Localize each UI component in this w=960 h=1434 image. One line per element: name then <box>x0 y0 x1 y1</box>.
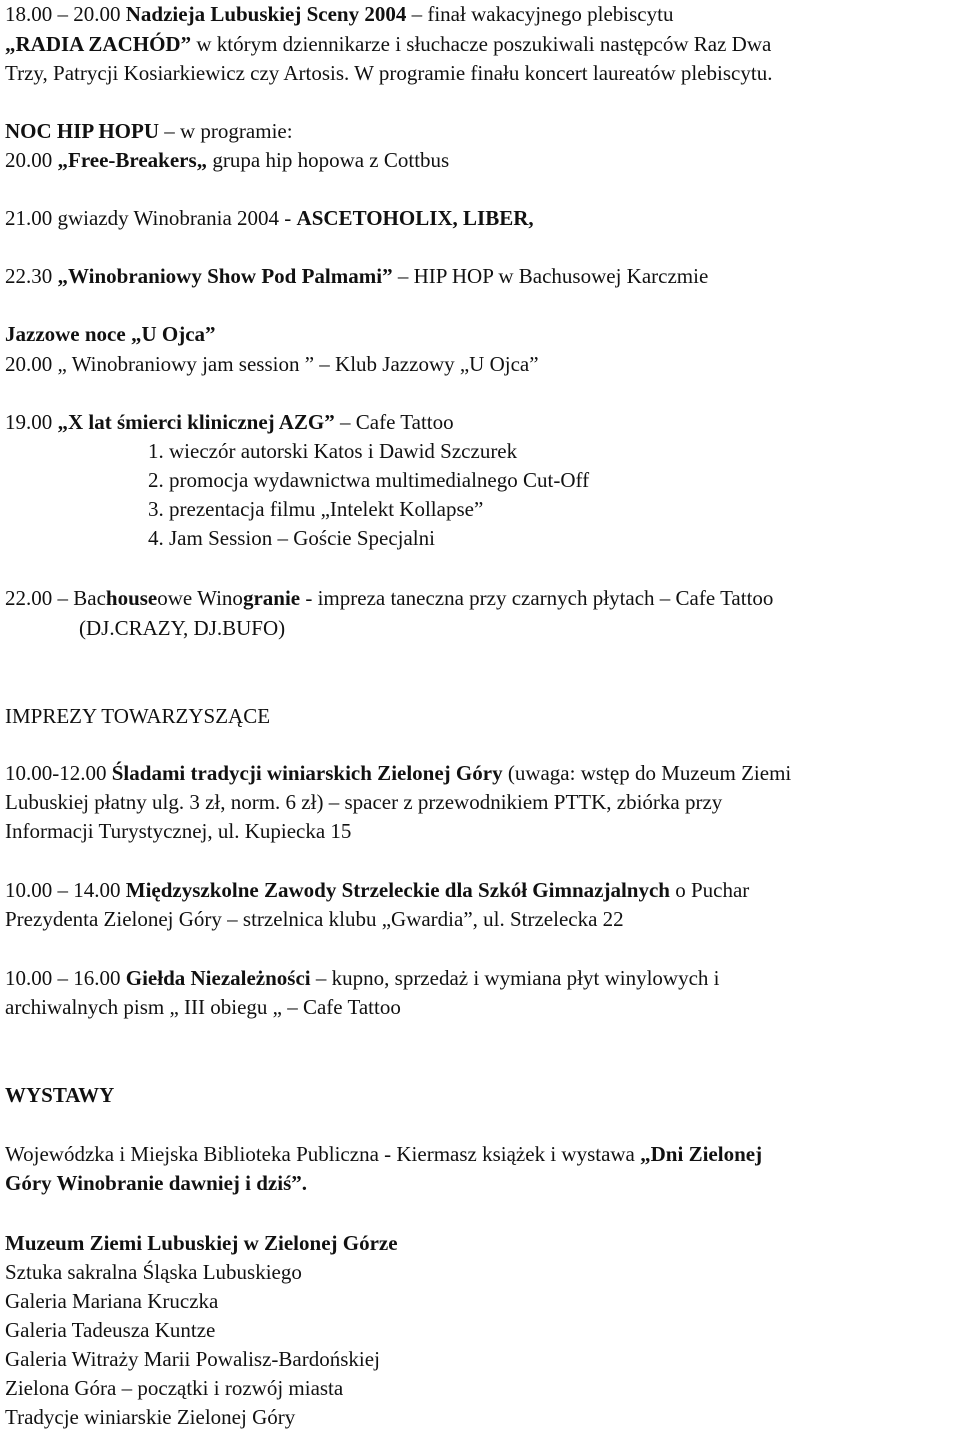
event-desc: – HIP HOP w Bachusowej Karczmie <box>392 264 709 288</box>
event-title: Nadzieja Lubuskiej Sceny 2004 <box>125 2 407 26</box>
event-line <box>5 150 449 171</box>
section-heading-text: WYSTAWY <box>5 1083 115 1107</box>
event-line <box>5 208 534 229</box>
event-time: 20.00 <box>5 148 58 172</box>
exhibit-line <box>5 1144 762 1165</box>
event-line: 20.00 „ Winobraniowy jam session ” – Klub Jazzowy „U Ojca” <box>5 352 539 376</box>
event-time: 19.00 <box>5 410 58 434</box>
list-item: Zielona Góra – początki i rozwój miasta <box>5 1376 344 1400</box>
exhibit-title: „Dni Zielonej <box>640 1142 763 1166</box>
event-line <box>5 763 791 784</box>
section-title <box>5 324 216 345</box>
event-title: „Free-Breakers„ <box>57 148 208 172</box>
event-title: „Winobraniowy Show Pod Palmami” <box>57 264 393 288</box>
event-time: 22.30 <box>5 264 58 288</box>
radio-name: „RADIA ZACHÓD” <box>5 32 192 56</box>
event-line: Lubuskiej płatny ulg. 3 zł, norm. 6 zł) – spacer z przewodnikiem PTTK, zbiórka przy <box>5 790 723 814</box>
list-item: 2. promocja wydawnictwa multimedialnego Cut-Off <box>148 468 590 492</box>
list-item: Sztuka sakralna Śląska Lubuskiego <box>5 1260 302 1284</box>
event-text-bold: house <box>105 586 158 610</box>
event-desc: w którym dziennikarze i słuchacze poszukiwali następców Raz Dwa <box>191 32 772 56</box>
list-item: 3. prezentacja filmu „Intelekt Kollapse” <box>148 497 484 521</box>
section-title-line <box>5 121 293 142</box>
museum-title <box>5 1233 398 1254</box>
section-title: NOC HIP HOPU <box>5 119 160 143</box>
event-line <box>5 588 773 609</box>
event-line: (DJ.CRAZY, DJ.BUFO) <box>79 616 286 640</box>
event-title: Giełda Niezależności <box>125 966 311 990</box>
event-line <box>5 968 719 989</box>
section-heading: IMPREZY TOWARZYSZĄCE <box>5 704 271 728</box>
list-item: Galeria Tadeusza Kuntze <box>5 1318 216 1342</box>
event-desc: – kupno, sprzedaż i wymiana płyt winylowych i <box>310 966 720 990</box>
event-line: Informacji Turystycznej, ul. Kupiecka 15 <box>5 819 352 843</box>
event-text-bold: granie <box>242 586 301 610</box>
event-line: archiwalnych pism „ III obiegu „ – Cafe Tattoo <box>5 995 401 1019</box>
event-line: Trzy, Patrycji Kosiarkiewicz czy Artosis. W programie finału koncert laureatów plebiscytu. <box>5 61 773 85</box>
list-item: 4. Jam Session – Goście Specjalni <box>148 526 435 550</box>
event-desc: o Puchar <box>669 878 750 902</box>
list-item: Galeria Witraży Marii Powalisz-Bardońskiej <box>5 1347 380 1371</box>
event-line <box>5 412 454 433</box>
event-line <box>5 880 749 901</box>
exhibit-line <box>5 1173 307 1194</box>
event-text: owe Wino <box>157 586 243 610</box>
event-line: Prezydenta Zielonej Góry – strzelnica klubu „Gwardia”, ul. Strzelecka 22 <box>5 907 624 931</box>
event-title: „X lat śmierci klinicznej AZG” <box>57 410 335 434</box>
event-title: Międzyszkolne Zawody Strzeleckie dla Szkół Gimnazjalnych <box>125 878 670 902</box>
event-line <box>5 34 771 55</box>
section-subtitle: – w programie: <box>159 119 293 143</box>
event-title: Śladami tradycji winiarskich Zielonej Góry <box>111 761 503 785</box>
event-desc: 21.00 gwiazdy Winobrania 2004 - <box>5 206 297 230</box>
event-desc: grupa hip hopowa z Cottbus <box>207 148 450 172</box>
event-desc: – Cafe Tattoo <box>334 410 454 434</box>
event-desc: (uwaga: wstęp do Muzeum Ziemi <box>502 761 792 785</box>
event-time: 10.00-12.00 <box>5 761 112 785</box>
event-line <box>5 266 708 287</box>
event-line <box>5 4 673 25</box>
event-time: 10.00 – 16.00 <box>5 966 126 990</box>
section-title-text: Jazzowe noce „U Ojca” <box>5 322 216 346</box>
event-desc: – finał wakacyjnego plebiscytu <box>406 2 674 26</box>
event-time: 18.00 – 20.00 <box>5 2 126 26</box>
event-text: - impreza taneczna przy czarnych płytach – Cafe Tattoo <box>300 586 774 610</box>
exhibit-title: Góry Winobranie dawniej i dziś”. <box>5 1171 308 1195</box>
list-item: Galeria Mariana Kruczka <box>5 1289 219 1313</box>
list-item: 1. wieczór autorski Katos i Dawid Szczurek <box>148 439 518 463</box>
exhibit-desc: Wojewódzka i Miejska Biblioteka Publiczna - Kiermasz książek i wystawa <box>5 1142 641 1166</box>
section-heading <box>5 1085 114 1106</box>
list-item: Tradycje winiarskie Zielonej Góry <box>5 1405 296 1429</box>
event-text: 22.00 – Bac <box>5 586 106 610</box>
event-title: ASCETOHOLIX, LIBER, <box>296 206 534 230</box>
museum-title-text: Muzeum Ziemi Lubuskiej w Zielonej Górze <box>5 1231 398 1255</box>
event-time: 10.00 – 14.00 <box>5 878 126 902</box>
